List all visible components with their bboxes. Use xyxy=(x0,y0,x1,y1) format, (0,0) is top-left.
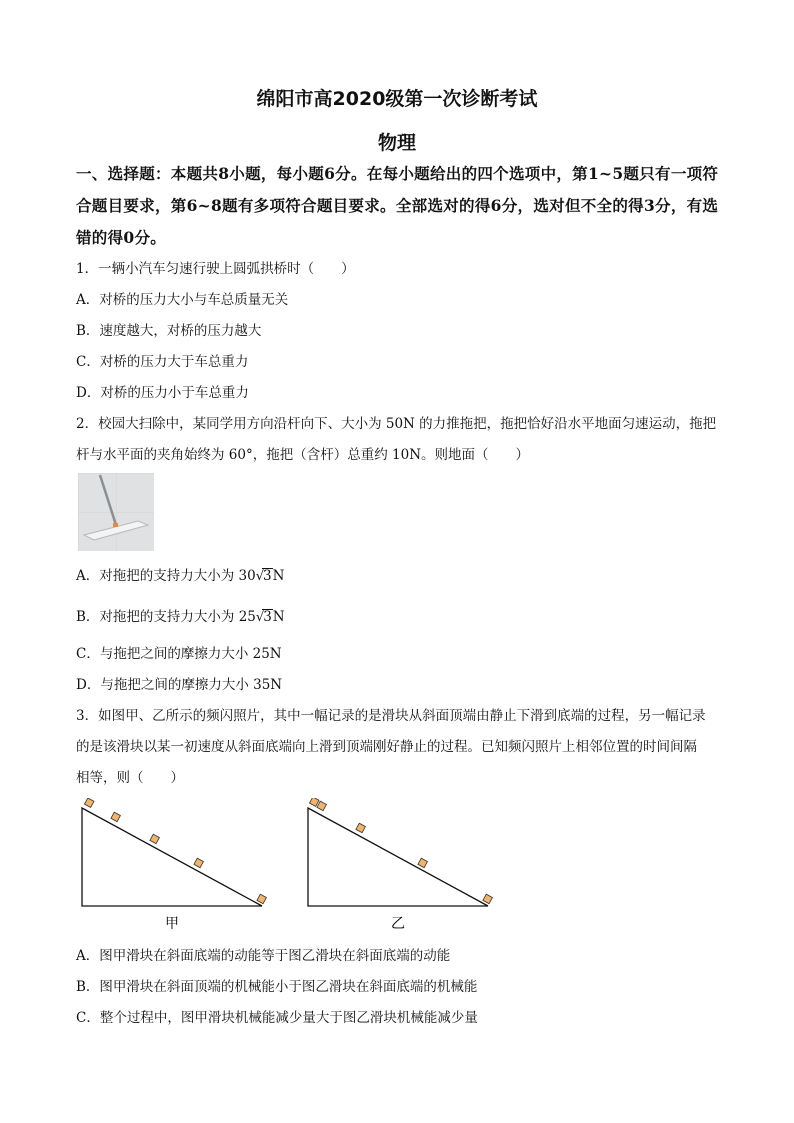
mop-photo xyxy=(78,473,154,551)
figure-jia-label: 甲 xyxy=(165,916,179,932)
q2-stem-line2: 杆与水平面的夹角始终为 60°，拖把（含杆）总重约 10N。则地面（ ） xyxy=(76,447,530,463)
q2-option-b xyxy=(76,607,285,628)
q2-option-d: D．与拖把之间的摩擦力大小 35N xyxy=(76,677,283,693)
q2-stem-line1: 2．校园大扫除中，某同学用方向沿杆向下、大小为 50N 的力推拖把，拖把恰好沿水平地面匀速运动，拖把 xyxy=(76,416,717,432)
incline-block xyxy=(309,798,318,806)
sqrt-sign: √ xyxy=(255,569,265,584)
q3-option-b: B．图甲滑块在斜面顶端的机械能小于图乙滑块在斜面底端的机械能 xyxy=(76,979,478,995)
incline-block xyxy=(317,801,326,810)
q1-stem: 1．一辆小汽车匀速行驶上圆弧拱桥时（ ） xyxy=(76,261,355,277)
section-instructions: 一、选择题：本题共8小题，每小题6分。在每小题给出的四个选项中，第1~5题只有一项符合题目要求，第6~8题有多项符合题目要求。全部选对的得6分，选对但不全的得3分，有选错的得0分。 xyxy=(76,164,719,247)
q3-stem-line2: 的是该滑块以某一初速度从斜面底端向上滑到顶端刚好静止的过程。已知频闪照片上相邻位置的时间间隔 xyxy=(76,739,697,755)
q3-option-a: A．图甲滑块在斜面底端的动能等于图乙滑块在斜面底端的动能 xyxy=(76,948,451,964)
q2-option-a xyxy=(76,566,284,587)
incline-block xyxy=(150,834,159,843)
incline-triangle-yi xyxy=(308,808,488,906)
incline-block xyxy=(111,812,120,821)
q3-stem-line3: 相等，则（ ） xyxy=(76,770,184,786)
incline-block xyxy=(194,858,203,867)
q1-option-a: A．对桥的压力大小与车总质量无关 xyxy=(76,292,289,308)
incline-block xyxy=(418,858,427,867)
exam-title: 绵阳市高2020级第一次诊断考试 xyxy=(256,88,538,110)
incline-block xyxy=(84,798,93,807)
q1-option-d: D．对桥的压力小于车总重力 xyxy=(76,385,249,401)
sqrt-sign: √ xyxy=(255,610,265,625)
figure-yi xyxy=(300,798,500,938)
q2-option-c: C．与拖把之间的摩擦力大小 25N xyxy=(76,646,282,662)
figure-yi-label: 乙 xyxy=(391,916,405,932)
incline-block xyxy=(483,894,492,903)
incline-block xyxy=(257,894,266,903)
q2-option-a-text: A．对拖把的支持力大小为 30 xyxy=(76,568,256,584)
q2-option-b-text: B．对拖把的支持力大小为 25 xyxy=(76,609,256,625)
q2-option-b-unit: N xyxy=(272,609,285,625)
q1-option-c: C．对桥的压力大于车总重力 xyxy=(76,354,249,370)
q1-option-b: B．速度越大，对桥的压力越大 xyxy=(76,323,262,339)
incline-triangle-jia xyxy=(82,808,262,906)
q3-option-c: C．整个过程中，图甲滑块机械能减少量大于图乙滑块机械能减少量 xyxy=(76,1010,478,1026)
figure-jia xyxy=(74,798,274,938)
q3-stem-line1: 3．如图甲、乙所示的频闪照片，其中一幅记录的是滑块从斜面顶端由静止下滑到底端的过程，另一幅记录 xyxy=(76,708,706,724)
q2-option-a-unit: N xyxy=(272,568,285,584)
q2-option-a-radicand: 3 xyxy=(263,568,272,584)
incline-block xyxy=(356,823,365,832)
q2-option-b-radicand: 3 xyxy=(263,609,272,625)
subject-title: 物理 xyxy=(377,132,416,154)
